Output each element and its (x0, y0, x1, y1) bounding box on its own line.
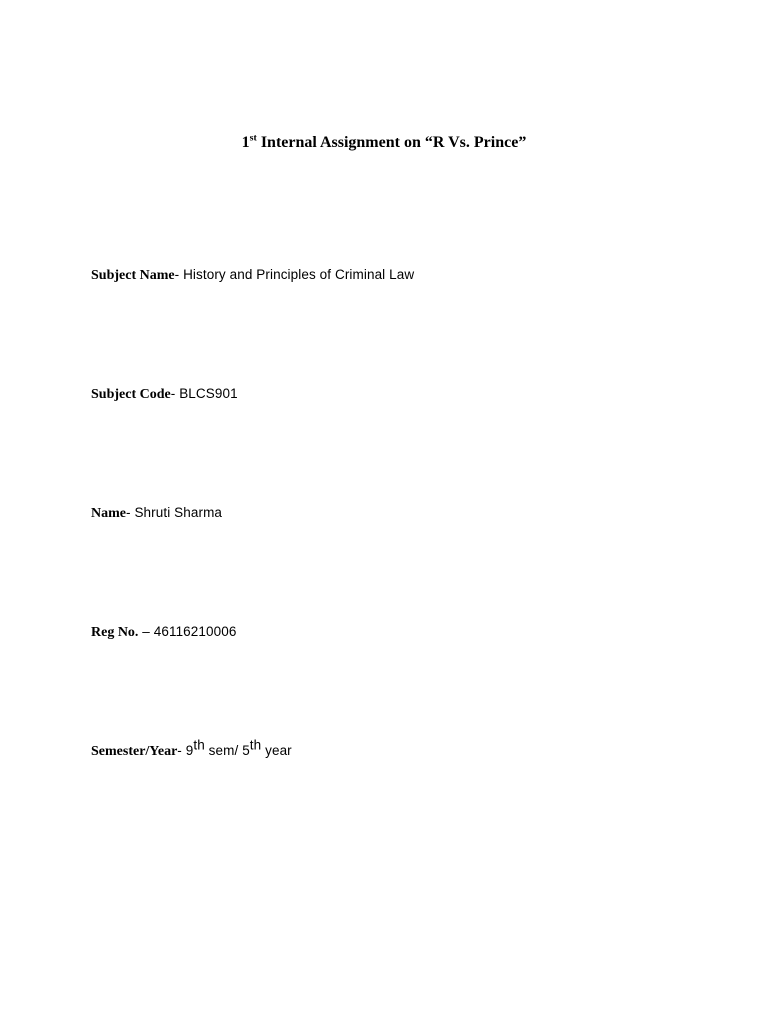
subject-name-field (91, 266, 414, 285)
title-text: Internal Assignment on “R Vs. Prince” (260, 134, 527, 151)
subject-name-label: Subject Name (91, 268, 175, 283)
name-label: Name (91, 506, 126, 521)
reg-no-separator: – (138, 624, 154, 639)
subject-code-separator: - (170, 386, 180, 401)
name-value: Shruti Sharma (134, 505, 223, 520)
semester-year-separator: - (177, 743, 186, 758)
semester-year-field (91, 737, 292, 761)
year-ordinal: th (249, 737, 262, 753)
semester-year-label: Semester/Year (91, 744, 178, 759)
subject-code-label: Subject Code (91, 387, 171, 402)
reg-no-field (91, 623, 236, 642)
title-ordinal: st (249, 132, 257, 144)
reg-no-value: 46116210006 (153, 624, 237, 639)
title-number: 1 (241, 134, 250, 151)
assignment-title (0, 133, 768, 153)
semester-text: sem/ (204, 743, 243, 758)
year-text: year (261, 743, 292, 758)
name-separator: - (126, 505, 135, 520)
semester-number: 9 (185, 743, 194, 758)
subject-code-value: BLCS901 (179, 386, 238, 401)
reg-no-label: Reg No. (91, 625, 139, 640)
semester-ordinal: th (193, 737, 205, 753)
subject-code-field (91, 385, 238, 404)
subject-name-value: History and Principles of Criminal Law (183, 267, 415, 282)
year-number: 5 (242, 743, 250, 758)
subject-name-separator: - (174, 267, 184, 282)
name-field (91, 504, 222, 523)
